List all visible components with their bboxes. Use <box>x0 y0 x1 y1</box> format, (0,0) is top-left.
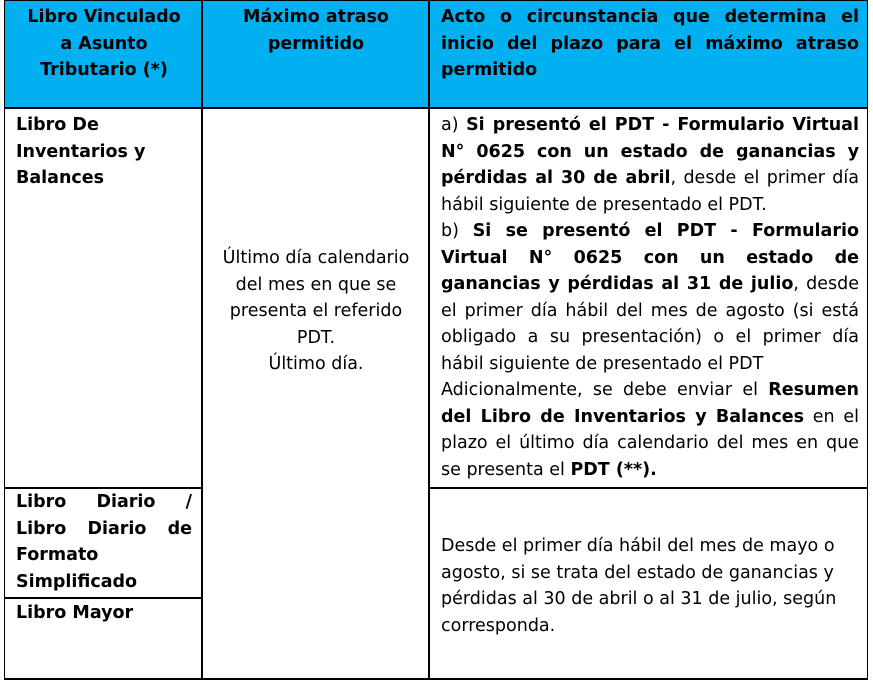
header-libro: Libro Vinculado a Asunto Tributario (*) <box>27 7 181 80</box>
acto-diario-mayor: Desde el primer día hábil del mes de mayo o agosto, si se trata del estado de ganancias y pérdidas al 30 de abril o al 31 de julio, según corresponda. <box>441 536 837 636</box>
border-top <box>4 0 868 1</box>
libro-diario: Libro Diario / Libro Diario de Formato Simplificado <box>16 492 192 592</box>
divider-col2 <box>428 0 430 680</box>
maximo-atraso-line1: Último día calendario del mes en que se presenta el referido PDT. <box>222 248 410 348</box>
header-acto: Acto o circunstancia que determina el inicio del plazo para el máximo atraso permitido <box>441 7 859 80</box>
border-right <box>867 0 868 680</box>
acto-item-a: a) Si presentó el PDT - Formulario Virtual N° 0625 con un estado de ganancias y pérdidas al 30 de abril, desde el primer día hábil siguiente de presentado el PDT. <box>441 115 859 215</box>
acto-item-b: b) Si se presentó el PDT - Formulario Virtual N° 0625 con un estado de ganancias y pérdidas al 31 de julio, desde el primer día hábil del mes de agosto (si está obligado a su presentación) o el primer día hábil siguiente de presentado el PDT <box>441 221 859 374</box>
maximo-atraso-text <box>218 245 414 378</box>
divider-header <box>4 107 868 109</box>
libro-inventarios-balances: Libro De Inventarios y Balances <box>16 115 146 188</box>
acto-inventarios <box>441 112 859 483</box>
acto-item-adicional: Adicionalmente, se debe enviar el Resumen del Libro de Inventarios y Balances en el plazo el último día calendario del mes en que se presenta el PDT (**). <box>441 380 859 480</box>
border-bottom <box>4 678 868 680</box>
libro-mayor: Libro Mayor <box>16 603 134 623</box>
maximo-atraso-line2: Último día. <box>268 354 364 374</box>
header-maximo-atraso: Máximo atraso permitido <box>243 7 389 54</box>
divider-col1 <box>201 0 203 680</box>
divider-row2-col1 <box>4 597 202 599</box>
border-left <box>4 0 5 680</box>
books-table <box>4 0 868 680</box>
divider-row1-col3 <box>429 487 868 489</box>
